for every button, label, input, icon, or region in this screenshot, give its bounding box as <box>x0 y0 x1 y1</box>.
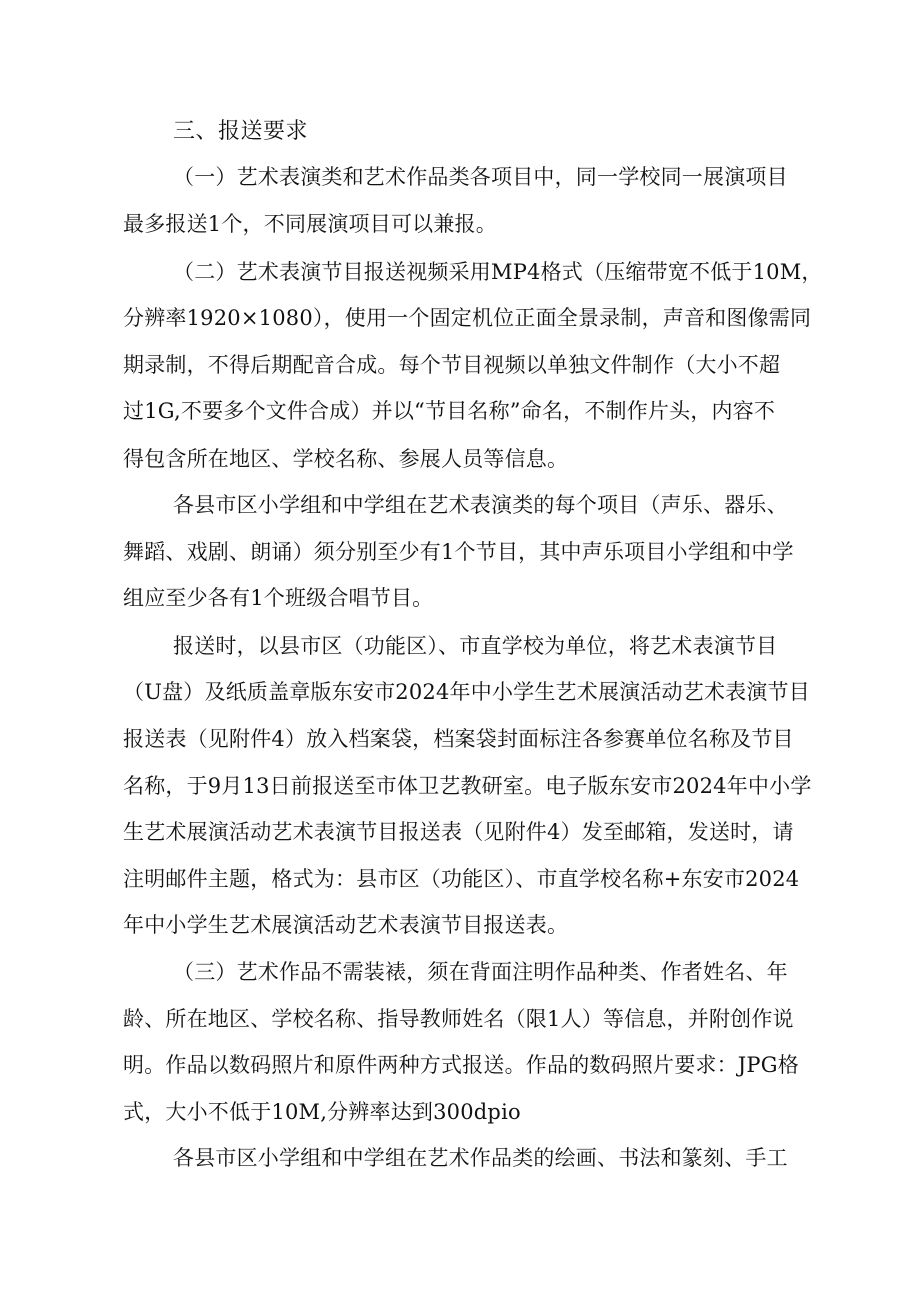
paragraph-line: 舞蹈、戏剧、朗诵）须分别至少有1个节目，其中声乐项目小学组和中学 <box>123 540 794 564</box>
paragraph-line: 得包含所在地区、学校名称、参展人员等信息。 <box>123 447 569 471</box>
paragraph-line: 组应至少各有1个班级合唱节目。 <box>123 586 434 610</box>
paragraph-line: 龄、所在地区、学校名称、指导教师姓名（限1人）等信息，并附创作说 <box>123 1007 794 1031</box>
paragraph-line: 报送时，以县市区（功能区）、市直学校为单位，将艺术表演节目 <box>173 634 778 658</box>
paragraph-line: （U盘）及纸质盖章版东安市2024年中小学生艺术展演活动艺术表演节目 <box>123 680 810 704</box>
paragraph-line: （三）艺术作品不需装裱，须在背面注明作品种类、作者姓名、年 <box>173 960 788 984</box>
paragraph-line: 期录制，不得后期配音合成。每个节目视频以单独文件制作（大小不超 <box>123 353 781 377</box>
paragraph-line: 各县市区小学组和中学组在艺术作品类的绘画、书法和篆刻、手工 <box>173 1146 788 1170</box>
paragraph-line: （一）艺术表演类和艺术作品类各项目中，同一学校同一展演项目 <box>173 165 788 189</box>
paragraph-line: 式，大小不低于10M,分辨率达到300dpio <box>123 1100 521 1124</box>
paragraph-line: 过1G,不要多个文件合成）并以“节目名称”命名，不制作片头，内容不 <box>123 399 776 423</box>
paragraph-line: 注明邮件主题，格式为：县市区（功能区）、市直学校名称+东安市2024 <box>123 867 800 891</box>
section-heading: 三、报送要求 <box>173 119 309 144</box>
paragraph-line: 生艺术展演活动艺术表演节目报送表（见附件4）发至邮箱，发送时，请 <box>123 820 794 844</box>
paragraph-line: 分辨率1920×1080），使用一个固定机位正面全景录制，声音和图像需同 <box>123 306 812 330</box>
paragraph-line: 最多报送1个，不同展演项目可以兼报。 <box>123 212 497 236</box>
paragraph-line: 明。作品以数码照片和原件两种方式报送。作品的数码照片要求：JPG格 <box>123 1053 799 1077</box>
paragraph-line: 年中小学生艺术展演活动艺术表演节目报送表。 <box>123 913 569 937</box>
paragraph-line: 名称，于9月13日前报送至市体卫艺教研室。电子版东安市2024年中小学 <box>123 774 812 798</box>
paragraph-line: （二）艺术表演节目报送视频采用MP4格式（压缩带宽不低于10M， <box>173 260 823 284</box>
paragraph-line: 各县市区小学组和中学组在艺术表演类的每个项目（声乐、器乐、 <box>173 493 788 517</box>
paragraph-line: 报送表（见附件4）放入档案袋，档案袋封面标注各参赛单位名称及节目 <box>123 727 794 751</box>
